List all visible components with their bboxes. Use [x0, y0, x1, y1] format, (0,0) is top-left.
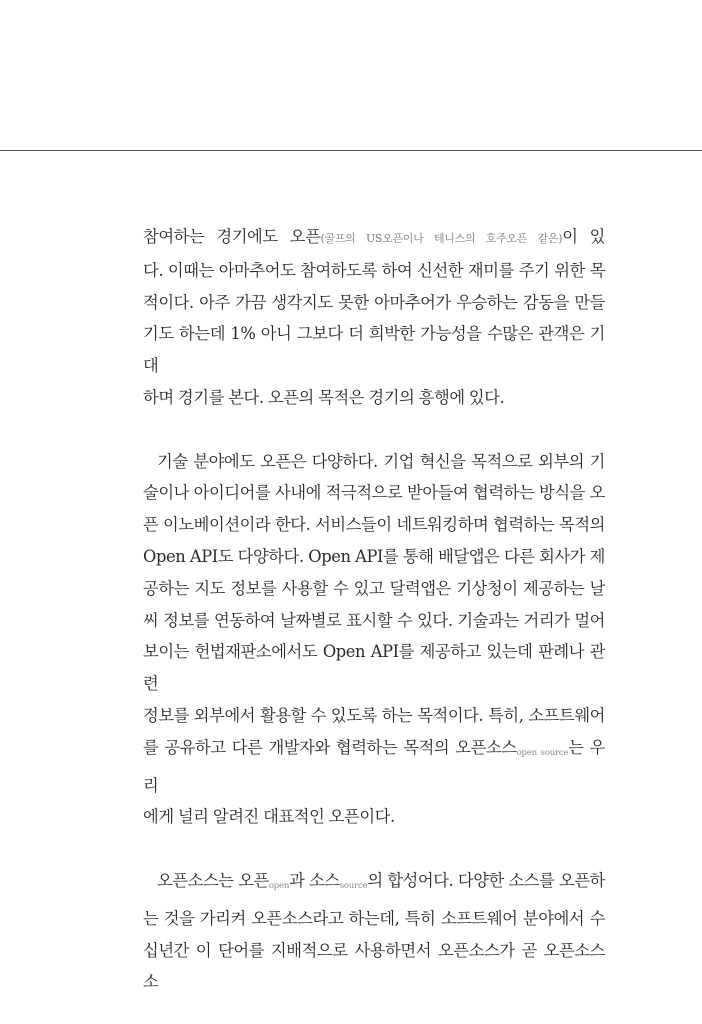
- text-run: 정보를 외부에서 활용할 수 있도록 하는 목적이다. 특히, 소프트웨어: [143, 705, 605, 725]
- text-line: [143, 605, 605, 637]
- text-line: [143, 477, 605, 509]
- text-run: 씨 정보를 연동하여 날짜별로 표시할 수 있다. 기술과는 거리가 멀어: [143, 610, 605, 630]
- term-annotation: source: [339, 880, 368, 891]
- text-run: 하며 경기를 본다. 오픈의 목적은 경기의 흥행에 있다.: [143, 387, 505, 407]
- text-run: 과 소스: [289, 870, 340, 890]
- text-line: [143, 541, 605, 573]
- text-line: [143, 221, 605, 255]
- text-run: 기도 하는데 1% 아니 그보다 더 희박한 가능성을 수많은 관객은 기대: [143, 324, 605, 376]
- text-run: 를 공유하고 다른 개발자와 협력하는 목적의 오픈소스: [143, 737, 517, 757]
- body-text: [143, 221, 605, 998]
- text-line: [143, 255, 605, 287]
- text-run: 는 우리: [143, 737, 606, 795]
- text-line: [143, 446, 605, 478]
- text-line: [143, 382, 605, 414]
- parenthetical-note: (골프의 US오픈이나 테니스의 호주오픈 같은): [320, 232, 563, 245]
- term-annotation: open source: [516, 747, 569, 758]
- header-rule: [0, 150, 702, 151]
- paragraph: [143, 446, 605, 834]
- text-line: [143, 636, 605, 700]
- text-run: 에게 널리 알려진 대표적인 오픈이다.: [143, 807, 395, 827]
- text-run: 이 있: [562, 227, 605, 246]
- text-run: 오픈소스는 오픈: [157, 870, 269, 890]
- paragraph: [143, 221, 605, 414]
- text-run: 보이는 헌법재판소에서도 Open API를 제공하고 있는데 판례나 관련: [143, 642, 605, 694]
- text-line: [143, 865, 605, 903]
- text-line: [143, 935, 605, 999]
- text-run: Open API도 다양하다. Open API를 통해 배달앱은 다른 회사가 제: [143, 546, 605, 566]
- term-annotation: open: [268, 880, 290, 891]
- text-line: [143, 801, 605, 833]
- text-run: 참여하는 경기에도 오픈: [143, 227, 321, 246]
- text-run: 적이다. 아주 가끔 생각지도 못한 아마추어가 우승하는 감동을 만들: [143, 292, 605, 312]
- text-line: [143, 509, 605, 541]
- text-line: [143, 573, 605, 605]
- text-line: [143, 700, 605, 732]
- text-line: [143, 732, 605, 802]
- text-run: 술이나 아이디어를 사내에 적극적으로 받아들여 협력하는 방식을 오: [143, 483, 605, 503]
- text-line: [143, 903, 605, 935]
- text-run: 다. 이때는 아마추어도 참여하도록 하여 신선한 재미를 주기 위한 목: [143, 260, 605, 280]
- text-line: [143, 318, 605, 382]
- text-run: 기술 분야에도 오픈은 다양하다. 기업 혁신을 목적으로 외부의 기: [157, 451, 605, 471]
- text-run: 공하는 지도 정보를 사용할 수 있고 달력앱은 기상청이 제공하는 날: [143, 578, 605, 598]
- text-run: 픈 이노베이션이라 한다. 서비스들이 네트워킹하며 협력하는 목적의: [143, 515, 605, 535]
- text-line: [143, 287, 605, 319]
- paragraph: [143, 865, 605, 998]
- text-run: 십년간 이 단어를 지배적으로 사용하면서 오픈소스가 곧 오픈소스 소: [143, 940, 605, 992]
- text-run: 의 합성어다. 다양한 소스를 오픈하: [367, 870, 605, 890]
- text-run: 는 것을 가리켜 오픈소스라고 하는데, 특히 소프트웨어 분야에서 수: [143, 908, 605, 928]
